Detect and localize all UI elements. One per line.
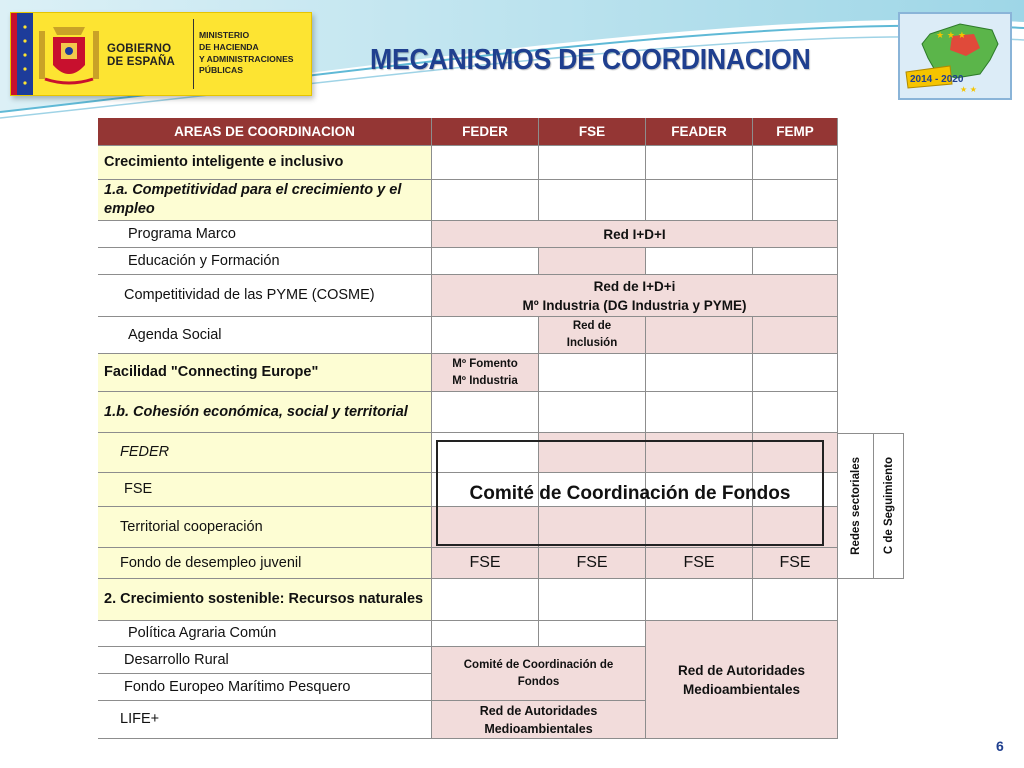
table-cell	[539, 146, 646, 180]
c-seguimiento-label: C de Seguimiento	[882, 457, 895, 555]
row-label: Competitividad de las PYME (COSME)	[98, 275, 432, 317]
table-cell	[753, 248, 838, 275]
merged-text: Red de Autoridades	[677, 662, 806, 678]
gov-line: DE ESPAÑA	[107, 56, 176, 68]
column-header-feder: FEDER	[432, 118, 539, 146]
table-cell	[432, 248, 539, 275]
row-label: LIFE+	[98, 701, 432, 739]
fse-cell: FSE	[539, 548, 646, 579]
column-header-femp: FEMP	[753, 118, 838, 146]
row-label: Facilidad "Connecting Europe"	[98, 354, 432, 392]
table-cell-highlighted	[646, 317, 753, 354]
row-label: Agenda Social	[98, 317, 432, 354]
merged-cell-red-autoridades-life	[432, 701, 646, 739]
merged-cell-fomento	[432, 354, 539, 392]
merged-text: Red de	[572, 320, 612, 332]
table-cell	[539, 579, 646, 621]
slide-title: MECANISMOS DE COORDINACION	[370, 44, 811, 76]
svg-text:★ ★ ★: ★ ★ ★	[936, 31, 966, 41]
merged-text: Mº Fomento	[452, 357, 518, 370]
table-cell	[539, 354, 646, 392]
merged-text: Medioambientales	[682, 681, 801, 697]
ministry-line: Y ADMINISTRACIONES	[199, 53, 294, 64]
table-cell	[539, 621, 646, 647]
redes-sectoriales-cell	[838, 433, 874, 579]
row-label: Educación y Formación	[98, 248, 432, 275]
table-cell-highlighted	[753, 317, 838, 354]
row-label: Crecimiento inteligente e inclusivo	[98, 146, 432, 180]
merged-cell-red-inclusion	[539, 317, 646, 354]
table-cell	[646, 248, 753, 275]
table-cell	[753, 392, 838, 433]
row-label: Fondo Europeo Marítimo Pesquero	[98, 674, 432, 701]
table-cell	[432, 180, 539, 221]
fse-cell: FSE	[646, 548, 753, 579]
merged-cell-red-idi-industria	[432, 275, 838, 317]
page-number: 6	[996, 738, 1004, 754]
merged-text: Mº Industria	[452, 374, 518, 387]
table-cell	[646, 354, 753, 392]
fse-cell: FSE	[753, 548, 838, 579]
table-cell	[646, 180, 753, 221]
column-header-feader: FEADER	[646, 118, 753, 146]
row-label: Territorial cooperación	[98, 507, 432, 548]
logo-text: 2014 - 2020	[910, 74, 964, 85]
column-header-fse: FSE	[539, 118, 646, 146]
merged-cell-red-autoridades	[646, 621, 838, 739]
table-cell	[753, 354, 838, 392]
table-cell	[539, 180, 646, 221]
table-cell-highlighted	[539, 248, 646, 275]
row-label: Programa Marco	[98, 221, 432, 248]
fse-cell: FSE	[432, 548, 539, 579]
comite-coordinacion-label: Comité de Coordinación de Fondos	[469, 483, 791, 504]
table-cell	[753, 579, 838, 621]
row-label: Política Agraria Común	[98, 621, 432, 647]
table-cell	[432, 317, 539, 354]
table-cell	[432, 146, 539, 180]
merged-text: Mº Industria (DG Industria y PYME)	[522, 297, 747, 313]
merged-text: Red de I+D+i	[593, 278, 676, 294]
svg-text:★ ★: ★ ★	[960, 85, 977, 94]
column-header-areas: AREAS DE COORDINACION	[98, 118, 432, 146]
merged-text: Inclusión	[566, 337, 618, 349]
ministry-line: PÚBLICAS	[199, 65, 243, 76]
row-label: Desarrollo Rural	[98, 647, 432, 674]
table-cell	[432, 579, 539, 621]
table-cell	[432, 392, 539, 433]
table-cell	[646, 392, 753, 433]
ministry-line: MINISTERIO	[199, 30, 250, 40]
merged-text: Fondos	[517, 675, 560, 688]
merged-text: Comité de Coordinación de	[463, 658, 614, 671]
row-label: FEDER	[98, 433, 432, 473]
table-cell	[753, 180, 838, 221]
row-label: FSE	[98, 473, 432, 507]
table-cell	[753, 146, 838, 180]
merged-cell-red-idi: Red I+D+I	[432, 221, 838, 248]
table-cell	[646, 579, 753, 621]
row-label: 1.a. Competitividad para el crecimiento y el empleo	[98, 180, 432, 221]
row-label: 1.b. Cohesión económica, social y territorial	[98, 392, 432, 433]
table-cell	[432, 621, 539, 647]
c-seguimiento-cell	[874, 433, 904, 579]
table-cell	[539, 392, 646, 433]
table-cell	[646, 146, 753, 180]
row-label: 2. Crecimiento sostenible: Recursos naturales	[98, 579, 432, 621]
redes-sectoriales-label: Redes sectoriales	[849, 457, 862, 555]
merged-cell-comite-coordinacion	[432, 647, 646, 701]
gov-line: GOBIERNO	[107, 43, 172, 55]
merged-text: Red de Autoridades	[479, 703, 598, 718]
merged-text: Medioambientales	[484, 721, 593, 736]
row-label: Fondo de desempleo juvenil	[98, 548, 432, 579]
ministry-line: DE HACIENDA	[199, 41, 259, 52]
